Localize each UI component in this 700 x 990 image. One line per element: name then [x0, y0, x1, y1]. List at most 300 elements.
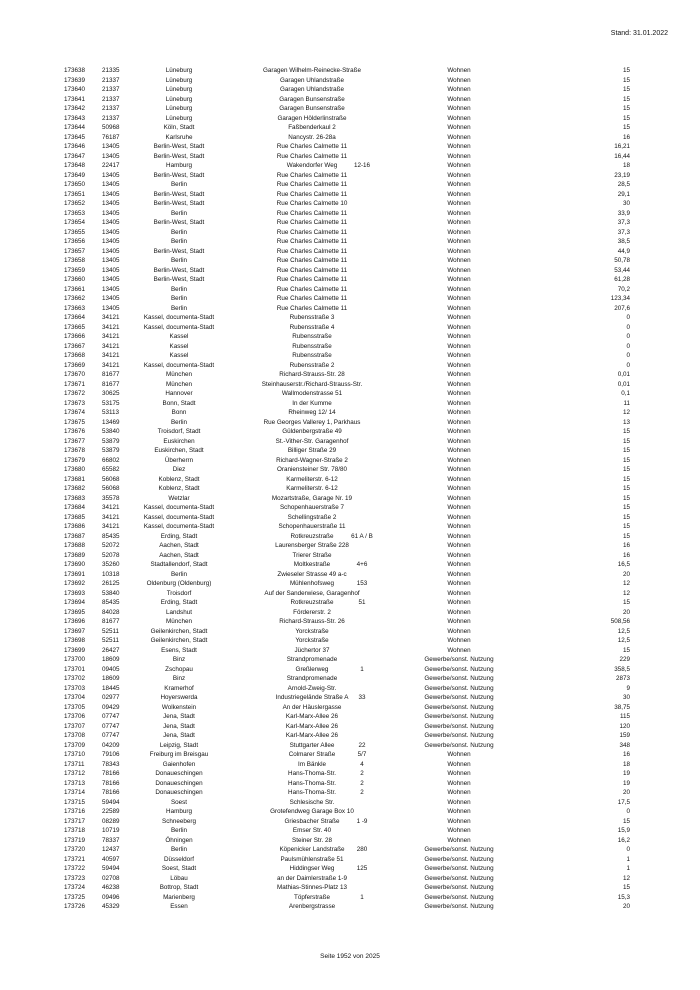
- row-area: 15: [622, 124, 630, 131]
- row-house-number: 51: [358, 599, 366, 606]
- row-city: Wetzlar: [168, 494, 190, 502]
- row-usage: Wohnen: [447, 238, 471, 245]
- row-usage: Wohnen: [447, 437, 471, 445]
- row-city: Essen: [170, 903, 188, 910]
- row-street: Rubensstraße 3: [289, 314, 335, 321]
- row-id: 173671: [64, 380, 86, 388]
- table-row: [64, 855, 638, 865]
- table-row: [64, 779, 638, 789]
- row-area: 12: [622, 580, 630, 587]
- table-row: [64, 133, 638, 143]
- row-usage: Gewerbe/sonst. Nutzung: [424, 703, 494, 711]
- row-street: Karmeliterstr. 6-12: [286, 475, 338, 483]
- row-usage: Wohnen: [447, 494, 471, 502]
- row-city: Hannover: [165, 390, 193, 397]
- row-city: Leipzig, Stadt: [159, 741, 199, 749]
- row-city: Landshut: [166, 608, 192, 616]
- row-plz: 34121: [102, 314, 120, 321]
- row-id: 173713: [64, 779, 86, 787]
- row-plz: 13405: [102, 247, 120, 255]
- table-row: [64, 760, 638, 770]
- table-row: [64, 703, 638, 713]
- table-row: [64, 142, 638, 152]
- table-row: [64, 85, 638, 95]
- row-usage: Gewerbe/sonst. Nutzung: [424, 903, 494, 910]
- row-id: 173645: [64, 133, 86, 141]
- row-usage: Wohnen: [447, 513, 471, 521]
- row-street: Strandpromenade: [286, 675, 338, 682]
- row-usage: Wohnen: [447, 770, 471, 777]
- row-plz: 04209: [102, 741, 120, 749]
- row-street: Mozartstraße, Garage Nr. 19: [271, 494, 353, 502]
- row-plz: 21337: [102, 105, 120, 112]
- row-plz: 53113: [102, 409, 120, 416]
- row-plz: 08289: [102, 817, 120, 825]
- row-street: Töpferstraße: [293, 893, 331, 901]
- row-id: 173688: [64, 542, 86, 549]
- row-street: Rotkreuzstraße: [290, 599, 334, 606]
- row-usage: Gewerbe/sonst. Nutzung: [424, 675, 494, 682]
- table-row: [64, 579, 638, 589]
- row-area: 11: [623, 399, 630, 407]
- row-city: Berlin: [170, 209, 188, 217]
- row-plz: 79106: [102, 751, 120, 758]
- row-id: 173690: [64, 561, 86, 568]
- row-usage: Wohnen: [447, 143, 471, 150]
- table-row: [64, 684, 638, 694]
- row-usage: Wohnen: [447, 152, 471, 160]
- row-id: 173663: [64, 304, 86, 312]
- row-street: Schopenhauerstraße 11: [278, 523, 346, 530]
- row-city: Berlin-West, Stadt: [153, 143, 205, 150]
- row-area: 15: [622, 466, 630, 473]
- row-usage: Wohnen: [447, 485, 471, 492]
- row-house-number: 12-16: [353, 162, 371, 169]
- row-city: Hamburg: [166, 162, 192, 169]
- row-id: 173709: [64, 741, 86, 749]
- table-row: [64, 370, 638, 380]
- row-street: Rue Charles Calmette 11: [276, 276, 348, 283]
- row-id: 173680: [64, 466, 86, 473]
- row-house-number: 4: [360, 760, 364, 768]
- row-street: Paulsmühlenstraße 51: [280, 855, 344, 863]
- table-row: [64, 95, 638, 105]
- row-area: 18: [622, 162, 630, 169]
- row-usage: Wohnen: [447, 200, 471, 207]
- row-street: Schellingstraße 2: [287, 513, 337, 521]
- row-plz: 53175: [102, 399, 120, 407]
- row-street: Stuttgarter Allee: [289, 741, 335, 749]
- row-street: Rue Charles Calmette 11: [276, 304, 348, 312]
- row-street: Rue Charles Calmette 11: [276, 238, 348, 245]
- row-area: 12: [622, 409, 630, 416]
- row-area: 15: [622, 76, 630, 84]
- row-city: Soest: [170, 798, 188, 806]
- row-usage: Wohnen: [447, 105, 471, 112]
- row-street: Karl-Marx-Allee 26: [285, 732, 339, 739]
- row-area: 0,1: [621, 390, 630, 397]
- row-city: Esens, Stadt: [161, 646, 197, 654]
- table-row: [64, 769, 638, 779]
- row-area: 30: [622, 694, 630, 701]
- row-usage: Wohnen: [447, 181, 471, 188]
- row-id: 173721: [64, 855, 86, 863]
- row-id: 173723: [64, 874, 86, 882]
- row-usage: Wohnen: [447, 570, 471, 578]
- table-row: [64, 76, 638, 86]
- row-plz: 13405: [102, 200, 120, 207]
- row-id: 173712: [64, 770, 86, 777]
- row-area: 159: [619, 732, 630, 739]
- row-city: Berlin-West, Stadt: [153, 247, 205, 255]
- row-street: Trierer Straße: [292, 551, 332, 559]
- table-row: [64, 114, 638, 124]
- table-row: [64, 836, 638, 846]
- row-street: Steinhauserstr./Richard-Strauss-Str.: [261, 380, 363, 388]
- table-row: [64, 161, 638, 171]
- row-id: 173724: [64, 884, 86, 891]
- row-id: 173705: [64, 703, 86, 711]
- row-id: 173720: [64, 846, 86, 853]
- row-area: 15: [622, 504, 630, 511]
- row-id: 173719: [64, 836, 86, 844]
- row-plz: 78337: [102, 836, 120, 844]
- row-area: 0: [626, 846, 630, 853]
- table-row: [64, 456, 638, 466]
- row-area: 15: [622, 532, 630, 540]
- row-area: 61,28: [614, 276, 630, 283]
- row-area: 358,5: [614, 665, 630, 673]
- row-usage: Wohnen: [447, 314, 471, 321]
- row-id: 173669: [64, 361, 86, 369]
- row-plz: 52072: [102, 542, 120, 549]
- row-area: 0: [626, 342, 630, 350]
- row-area: 17,5: [617, 798, 630, 806]
- row-street: Arenbergstrasse: [288, 903, 336, 910]
- row-area: 38,5: [617, 238, 630, 245]
- row-street: Wallmodenstrasse 51: [281, 390, 343, 397]
- row-house-number: 61 A / B: [351, 532, 373, 540]
- row-area: 16: [622, 542, 630, 549]
- row-id: 173646: [64, 143, 86, 150]
- row-area: 9: [626, 684, 630, 692]
- row-plz: 13405: [102, 285, 120, 293]
- row-plz: 85435: [102, 532, 120, 540]
- row-area: 0: [626, 808, 630, 815]
- row-id: 173695: [64, 608, 86, 616]
- row-usage: Wohnen: [447, 390, 471, 397]
- row-usage: Gewerbe/sonst. Nutzung: [424, 656, 494, 663]
- row-street: Schlesische Str.: [289, 798, 335, 806]
- row-id: 173701: [64, 665, 86, 673]
- row-street: Schopenhauerstraße 7: [279, 504, 345, 511]
- table-row: [64, 636, 638, 646]
- row-id: 173686: [64, 523, 86, 530]
- row-id: 173692: [64, 580, 86, 587]
- row-id: 173708: [64, 732, 86, 739]
- row-street: Rue Charles Calmette 11: [276, 266, 348, 274]
- row-usage: Wohnen: [447, 447, 471, 454]
- row-city: Berlin: [170, 295, 188, 302]
- row-plz: 53840: [102, 428, 120, 435]
- row-plz: 13405: [102, 181, 120, 188]
- table-row: [64, 864, 638, 874]
- row-plz: 81677: [102, 380, 120, 388]
- table-row: [64, 399, 638, 409]
- row-area: 15: [622, 523, 630, 530]
- row-plz: 21337: [102, 86, 120, 93]
- table-row: [64, 522, 638, 532]
- row-plz: 40597: [102, 855, 120, 863]
- table-row: [64, 627, 638, 637]
- row-area: 38,75: [614, 703, 630, 711]
- row-plz: 13405: [102, 152, 120, 160]
- row-street: Laurensberger Straße 228: [275, 542, 349, 549]
- row-plz: 35260: [102, 561, 120, 568]
- row-street: Richard-Strauss-Str. 28: [279, 371, 345, 378]
- row-house-number: 2: [360, 779, 364, 787]
- row-id: 173691: [64, 570, 86, 578]
- row-city: Berlin: [170, 418, 188, 426]
- row-plz: 22417: [102, 162, 120, 169]
- row-area: 15: [622, 599, 630, 606]
- row-plz: 13405: [102, 143, 120, 150]
- row-city: Euskirchen: [163, 437, 195, 445]
- row-city: Berlin: [170, 228, 188, 236]
- row-city: Berlin-West, Stadt: [153, 152, 205, 160]
- row-area: 15,9: [617, 827, 630, 834]
- row-usage: Wohnen: [447, 219, 471, 226]
- row-plz: 07747: [102, 713, 120, 720]
- table-row: [64, 532, 638, 542]
- row-usage: Wohnen: [447, 209, 471, 217]
- table-row: [64, 560, 638, 570]
- table-row: [64, 180, 638, 190]
- row-city: Aachen, Stadt: [159, 551, 199, 559]
- row-street: Greßlerweg: [295, 665, 329, 673]
- table-row: [64, 256, 638, 266]
- row-city: Berlin-West, Stadt: [153, 276, 205, 283]
- row-city: Berlin: [170, 238, 188, 245]
- row-usage: Wohnen: [447, 827, 471, 834]
- table-row: [64, 418, 638, 428]
- row-id: 173696: [64, 618, 86, 625]
- row-area: 0,01: [617, 380, 630, 388]
- row-plz: 78166: [102, 789, 120, 796]
- table-row: [64, 408, 638, 418]
- row-city: Bonn, Stadt: [162, 399, 196, 407]
- table-row: [64, 731, 638, 741]
- row-id: 173716: [64, 808, 86, 815]
- row-id: 173660: [64, 276, 86, 283]
- row-street: Garagen Hölderlinstraße: [277, 114, 347, 122]
- row-id: 173672: [64, 390, 86, 397]
- row-usage: Wohnen: [447, 190, 471, 198]
- row-street: Rue Charles Calmette 11: [276, 152, 348, 160]
- row-street: Moltkestraße: [293, 561, 331, 568]
- row-street: An der Häuslergasse: [282, 703, 342, 711]
- row-id: 173700: [64, 656, 86, 663]
- row-plz: 81677: [102, 371, 120, 378]
- row-city: Binz: [172, 675, 186, 682]
- row-usage: Wohnen: [447, 817, 471, 825]
- property-table: [64, 66, 638, 912]
- table-row: [64, 646, 638, 656]
- table-row: [64, 446, 638, 456]
- row-area: 123,34: [610, 295, 630, 302]
- row-id: 173702: [64, 675, 86, 682]
- row-plz: 18445: [102, 684, 120, 692]
- row-plz: 34121: [102, 523, 120, 530]
- row-street: Yorckstraße: [295, 637, 329, 644]
- row-street: Rue Charles Calmette 11: [276, 228, 348, 236]
- row-house-number: 125: [356, 865, 368, 872]
- row-city: Jena, Stadt: [163, 713, 195, 720]
- row-id: 173681: [64, 475, 86, 483]
- table-row: [64, 171, 638, 181]
- row-plz: 34121: [102, 352, 120, 359]
- row-street: Rubensstraße 2: [289, 361, 335, 369]
- table-row: [64, 351, 638, 361]
- row-plz: 34121: [102, 333, 120, 340]
- table-row: [64, 513, 638, 523]
- row-plz: 02977: [102, 694, 120, 701]
- row-usage: Wohnen: [447, 646, 471, 654]
- row-plz: 53879: [102, 447, 120, 454]
- row-city: Berlin: [170, 570, 188, 578]
- row-area: 15: [622, 86, 630, 93]
- row-city: München: [166, 618, 192, 625]
- row-id: 173647: [64, 152, 86, 160]
- row-area: 229: [619, 656, 630, 663]
- row-city: Euskirchen, Stadt: [154, 447, 204, 454]
- row-usage: Wohnen: [447, 561, 471, 568]
- row-plz: 34121: [102, 504, 120, 511]
- row-street: Steiner Str. 28: [292, 836, 332, 844]
- table-row: [64, 247, 638, 257]
- row-city: Berlin: [170, 846, 188, 853]
- row-plz: 53840: [102, 589, 120, 597]
- row-plz: 09429: [102, 703, 120, 711]
- row-id: 173670: [64, 371, 86, 378]
- row-usage: Wohnen: [447, 114, 471, 122]
- row-city: Diez: [172, 466, 186, 473]
- row-usage: Wohnen: [447, 67, 471, 74]
- row-id: 173653: [64, 209, 86, 217]
- row-city: Soest, Stadt: [161, 865, 197, 872]
- row-id: 173707: [64, 722, 86, 730]
- row-usage: Wohnen: [447, 409, 471, 416]
- row-usage: Wohnen: [447, 371, 471, 378]
- row-street: In der Kumme: [292, 399, 332, 407]
- row-city: Aachen, Stadt: [159, 542, 199, 549]
- table-row: [64, 389, 638, 399]
- row-plz: 21337: [102, 95, 120, 103]
- row-id: 173678: [64, 447, 86, 454]
- row-city: Köln, Stadt: [163, 124, 195, 131]
- row-area: 15: [622, 513, 630, 521]
- row-plz: 13405: [102, 276, 120, 283]
- row-street: Auf der Sanderwiese, Garagenhof: [264, 589, 360, 597]
- table-row: [64, 437, 638, 447]
- row-area: 15: [622, 428, 630, 435]
- row-plz: 66802: [102, 456, 120, 464]
- row-plz: 50968: [102, 124, 120, 131]
- row-city: Donaueschingen: [155, 789, 203, 796]
- row-plz: 02708: [102, 874, 120, 882]
- row-city: Jena, Stadt: [163, 722, 195, 730]
- row-id: 173664: [64, 314, 86, 321]
- row-usage: Wohnen: [447, 466, 471, 473]
- row-area: 15: [622, 105, 630, 112]
- row-plz: 18609: [102, 656, 120, 663]
- row-id: 173726: [64, 903, 86, 910]
- row-city: Kassel, documenta-Stadt: [143, 513, 215, 521]
- row-usage: Gewerbe/sonst. Nutzung: [424, 732, 494, 739]
- row-usage: Wohnen: [447, 456, 471, 464]
- table-row: [64, 285, 638, 295]
- row-city: Freiburg im Breisgau: [149, 751, 209, 758]
- row-usage: Wohnen: [447, 247, 471, 255]
- row-usage: Wohnen: [447, 133, 471, 141]
- row-area: 20: [622, 608, 630, 616]
- row-id: 173657: [64, 247, 86, 255]
- row-area: 19: [622, 779, 630, 787]
- row-city: Kassel, documenta-Stadt: [143, 323, 215, 331]
- row-usage: Wohnen: [447, 475, 471, 483]
- table-row: [64, 465, 638, 475]
- row-street: Rue Charles Calmette 11: [276, 257, 348, 264]
- row-area: 70,2: [617, 285, 630, 293]
- table-row: [64, 66, 638, 76]
- row-usage: Wohnen: [447, 808, 471, 815]
- row-plz: 13405: [102, 295, 120, 302]
- row-area: 37,3: [617, 219, 630, 226]
- row-city: Berlin: [170, 304, 188, 312]
- row-house-number: 5/7: [357, 751, 367, 758]
- table-row: [64, 275, 638, 285]
- row-street: Richard-Wagner-Straße 2: [276, 456, 348, 464]
- row-city: Geilenkirchen, Stadt: [150, 637, 208, 644]
- row-plz: 84028: [102, 608, 120, 616]
- table-row: [64, 218, 638, 228]
- row-plz: 34121: [102, 513, 120, 521]
- row-plz: 10719: [102, 827, 120, 834]
- table-row: [64, 598, 638, 608]
- row-plz: 13405: [102, 238, 120, 245]
- row-street: Rue Charles Calmette 10: [276, 200, 348, 207]
- row-street: Garagen Wilhelm-Reinecke-Straße: [263, 67, 361, 74]
- row-city: Düsseldorf: [163, 855, 195, 863]
- row-city: Berlin: [170, 257, 188, 264]
- table-row: [64, 798, 638, 808]
- table-row: [64, 741, 638, 751]
- row-id: 173644: [64, 124, 86, 131]
- row-id: 173682: [64, 485, 86, 492]
- row-city: Hamburg: [166, 808, 192, 815]
- row-city: Kassel, documenta-Stadt: [143, 314, 215, 321]
- row-id: 173666: [64, 333, 86, 340]
- table-row: [64, 228, 638, 238]
- row-plz: 18609: [102, 675, 120, 682]
- row-usage: Wohnen: [447, 76, 471, 84]
- row-area: 12,5: [617, 637, 630, 644]
- row-street: Griesbacher Straße: [284, 817, 340, 825]
- row-usage: Gewerbe/sonst. Nutzung: [424, 884, 494, 891]
- row-street: Hans-Thoma-Str.: [288, 789, 336, 796]
- row-plz: 45329: [102, 903, 120, 910]
- row-id: 173677: [64, 437, 86, 445]
